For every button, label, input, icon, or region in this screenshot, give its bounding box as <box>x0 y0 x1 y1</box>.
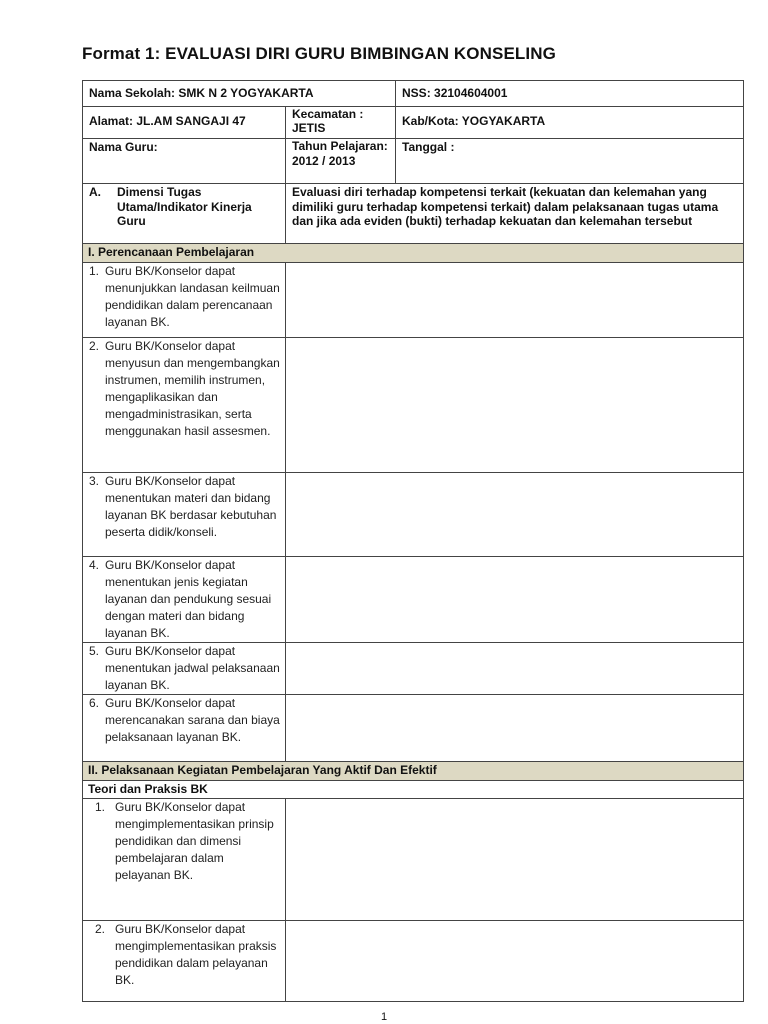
list-item <box>83 473 744 557</box>
section-title: I. Perencanaan Pembelajaran <box>83 244 744 263</box>
item-number: 6. <box>89 696 100 710</box>
item-number: 4. <box>89 558 100 572</box>
evaluation-form-table <box>82 80 744 1002</box>
list-item <box>83 557 744 643</box>
header-row-address <box>83 107 744 139</box>
item-text-cell <box>83 643 286 695</box>
subsection-row <box>83 781 744 799</box>
list-item <box>83 695 744 762</box>
item-text-cell <box>83 473 286 557</box>
item-number: 2. <box>95 922 106 936</box>
item-number: 1. <box>89 264 100 278</box>
item-text-cell <box>83 799 286 921</box>
item-text-cell <box>83 263 286 338</box>
school-year-field: Tahun Pelajaran: 2012 / 2013 <box>286 139 396 184</box>
item-answer-cell[interactable] <box>286 263 744 338</box>
item-text: Guru BK/Konselor dapat menyusun dan mengembangkan instrumen, memilih instrumen, mengaplikasikan dan mengadministrasikan, serta menggunakan hasil assesmen. <box>105 339 280 438</box>
kab-kota-field: Kab/Kota: YOGYAKARTA <box>396 107 744 139</box>
item-text: Guru BK/Konselor dapat merencanakan sarana dan biaya pelaksanaan layanan BK. <box>105 696 280 744</box>
list-item <box>83 263 744 338</box>
section-title: II. Pelaksanaan Kegiatan Pembelajaran Yang Aktif Dan Efektif <box>83 762 744 781</box>
dimension-label-cell <box>83 184 286 244</box>
list-item <box>83 799 744 921</box>
dimension-letter: A. <box>89 185 101 199</box>
item-text-cell <box>83 557 286 643</box>
dimension-evaluation-text: Evaluasi diri terhadap kompetensi terkait (kekuatan dan kelemahan yang dimiliki guru terhadap kompetensi terkait) dalam pelaksanaan tugas utama dan jika ada eviden (bukti) terhadap kekuatan dan kelemahan tersebut <box>286 184 744 244</box>
header-row-school <box>83 81 744 107</box>
item-number: 2. <box>89 339 100 353</box>
item-answer-cell[interactable] <box>286 557 744 643</box>
dimension-label: Dimensi Tugas Utama/Indikator Kinerja Guru <box>117 185 252 228</box>
item-answer-cell[interactable] <box>286 473 744 557</box>
item-text-cell <box>83 695 286 762</box>
item-number: 5. <box>89 644 100 658</box>
document-title: Format 1: EVALUASI DIRI GURU BIMBINGAN KONSELING <box>82 44 556 63</box>
item-text: Guru BK/Konselor dapat mengimplementasikan praksis pendidikan dalam pelayanan BK. <box>115 922 277 987</box>
section-row <box>83 244 744 263</box>
item-answer-cell[interactable] <box>286 695 744 762</box>
page-number: 1 <box>380 1011 388 1023</box>
item-text: Guru BK/Konselor dapat menunjukkan landasan keilmuan pendidikan dalam perencanaan layanan BK. <box>105 264 280 329</box>
item-answer-cell[interactable] <box>286 643 744 695</box>
nss-field: NSS: 32104604001 <box>396 81 744 107</box>
item-answer-cell[interactable] <box>286 338 744 473</box>
item-answer-cell[interactable] <box>286 921 744 1002</box>
subsection-title: Teori dan Praksis BK <box>83 781 744 799</box>
teacher-name-field: Nama Guru: <box>83 139 286 184</box>
header-row-teacher <box>83 139 744 184</box>
date-field: Tanggal : <box>396 139 744 184</box>
item-text: Guru BK/Konselor dapat menentukan jadwal pelaksanaan layanan BK. <box>105 644 280 692</box>
school-name-field: Nama Sekolah: SMK N 2 YOGYAKARTA <box>83 81 396 107</box>
item-number: 1. <box>95 800 106 814</box>
item-answer-cell[interactable] <box>286 799 744 921</box>
list-item <box>83 643 744 695</box>
section-row <box>83 762 744 781</box>
kecamatan-field: Kecamatan : JETIS <box>286 107 396 139</box>
item-text: Guru BK/Konselor dapat menentukan materi dan bidang layanan BK berdasar kebutuhan peserta didik/konseli. <box>105 474 277 539</box>
item-text-cell <box>83 338 286 473</box>
item-text-cell <box>83 921 286 1002</box>
list-item <box>83 338 744 473</box>
dimension-row <box>83 184 744 244</box>
item-number: 3. <box>89 474 100 488</box>
list-item <box>83 921 744 1002</box>
address-field: Alamat: JL.AM SANGAJI 47 <box>83 107 286 139</box>
item-text: Guru BK/Konselor dapat mengimplementasikan prinsip pendidikan dan dimensi pembelajaran dalam pelayanan BK. <box>115 800 274 882</box>
item-text: Guru BK/Konselor dapat menentukan jenis kegiatan layanan dan pendukung sesuai dengan materi dan bidang layanan BK. <box>105 558 272 640</box>
